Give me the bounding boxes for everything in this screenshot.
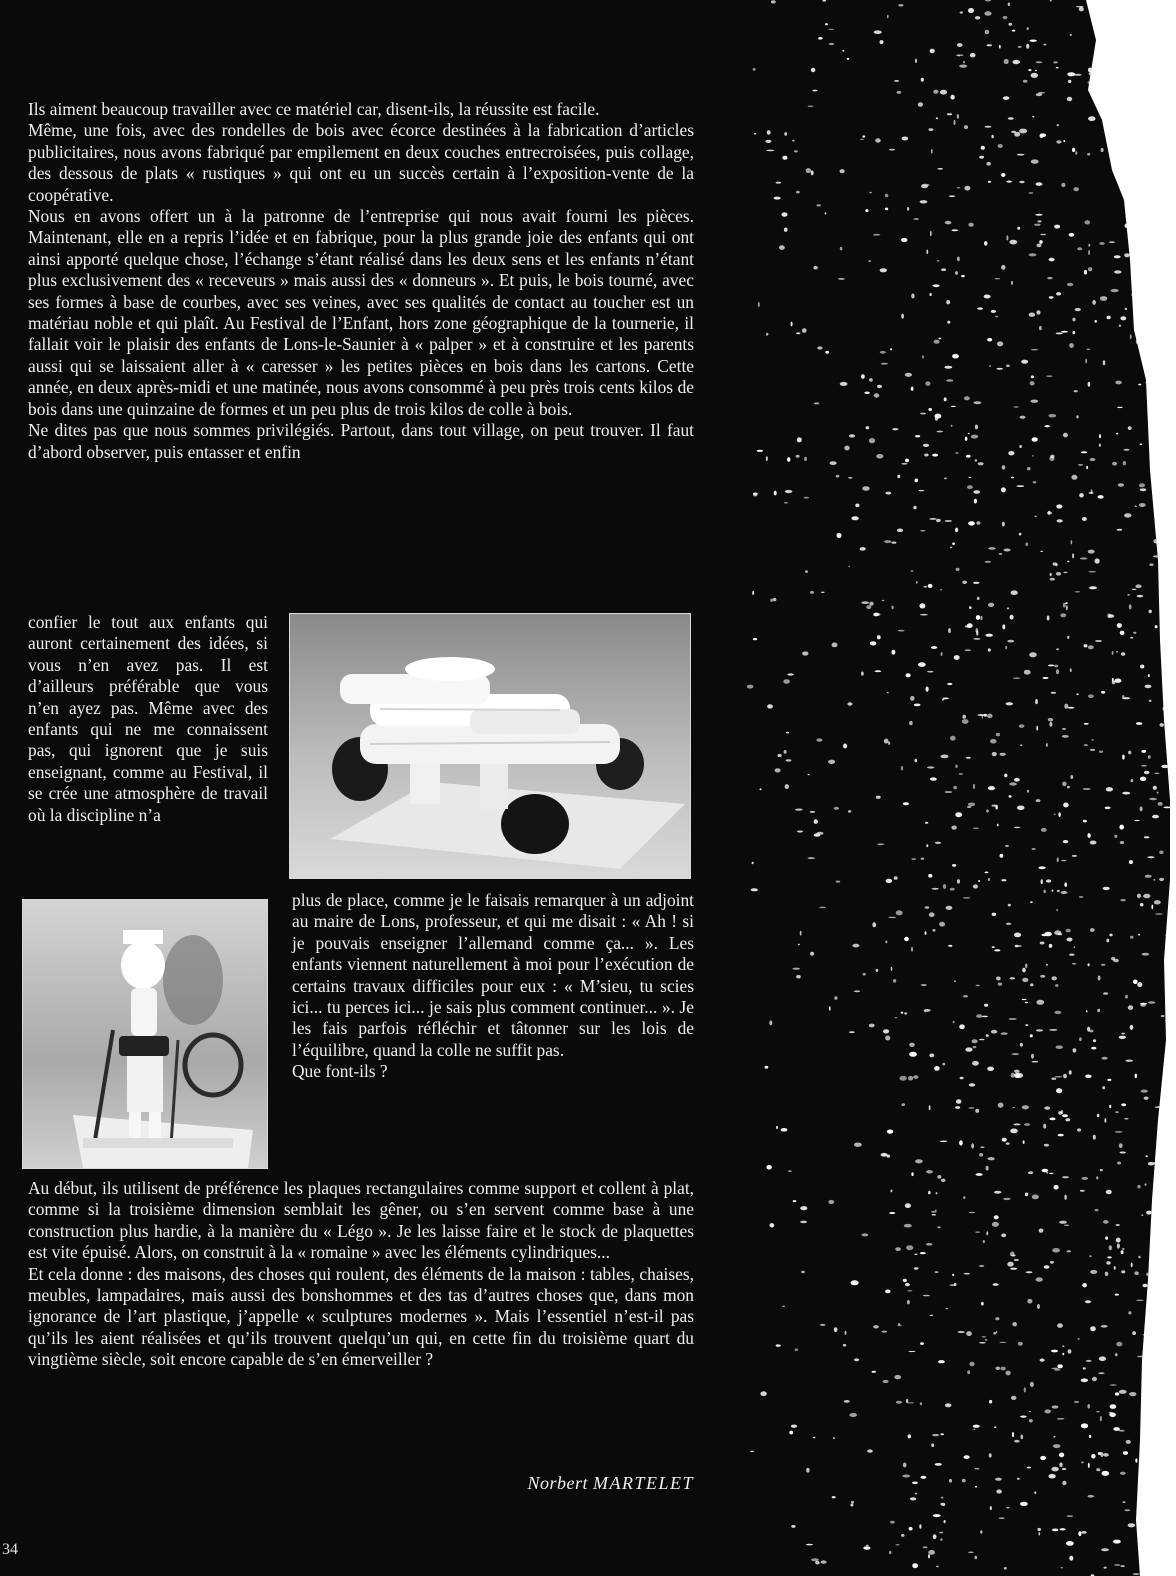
paragraph-1: Ils aiment beaucoup travailler avec ce matériel car, disent-ils, la réussite est facile. bbox=[28, 99, 600, 119]
article-column-left bbox=[28, 612, 268, 826]
article-column-top bbox=[28, 99, 694, 463]
article-column-right bbox=[292, 890, 694, 1083]
author-last-name: MARTELET bbox=[592, 1473, 694, 1493]
author-first-name: Norbert bbox=[527, 1473, 588, 1493]
paragraph-7: Que font-ils ? bbox=[292, 1061, 388, 1082]
paragraph-4: Ne dites pas que nous sommes privilégiés. Partout, dans tout village, on peut trouver. Il faut d’abord observer, puis entasser et enfin bbox=[28, 420, 694, 462]
paragraph-9: Et cela donne : des maisons, des choses qui roulent, des éléments de la maison : tables, chaises, meubles, lampadaires, mais aussi des bonshommes et des tas d’autres choses que, dans mon ignorance de l’art plastique, j’appelle « sculptures modernes ». Mais l’essentiel n’est-il pas qu’ils les aient réalisées et qu’ils trouvent quelqu’un qui, en cette fin du troisième quart du vingtième siècle, soit encore capable de s’en émerveiller ? bbox=[28, 1263, 694, 1370]
paragraph-8: Au début, ils utilisent de préférence les plaques rectangulaires comme support et collent à plat, comme si la troisième dimension semblait les gêner, ou s’en servent comme base à une construction plus hardie, à la manière du « Légo ». Je les laisse faire et le stock de plaquettes est vite épuisé. Alors, on construit à la « romaine » avec les éléments cylindriques... bbox=[28, 1178, 694, 1263]
article-column-bottom bbox=[28, 1178, 694, 1371]
photo-wooden-vehicle bbox=[289, 613, 691, 879]
paragraph-2: Même, une fois, avec des rondelles de bois avec écorce destinées à la fabrication d’articles publicitaires, nous avons fabriqué par empilement en deux couches entrecroisées, puis collage, des dessous de plats « rustiques » qui ont eu un succès certain à l’exposition-vente de la coopérative. bbox=[28, 120, 694, 205]
paragraph-3: Nous en avons offert un à la patronne de l’entreprise qui nous avait fourni les pièces. Maintenant, elle en a repris l’idée et en fabrique, pour la plus grande joie des enfants qui ont ainsi apporté quelque chose, l’échange s’étant réalisé dans les deux sens et les enfants n’étant plus exclusivement des « receveurs » mais aussi des « donneurs ». Et puis, le bois tourné, avec ses formes à base de courbes, avec ses veines, avec ses qualités de contact au toucher est un matériau noble et qui plaît. Au Festival de l’Enfant, hors zone géographique de la tournerie, il fallait voir le plaisir des enfants de Lons-le-Saunier à « palper » et à construire et les parents aussi qui se laissaient aller à « caresser » les petites pièces en bois dans les cartons. Cette année, en deux après-midi et une matinée, nous avons consommé à peu près trois cents kilos de bois dans une quinzaine de formes et un peu plus de trois kilos de colle à bois. bbox=[28, 206, 694, 419]
photo-wooden-figure bbox=[22, 899, 268, 1169]
paragraph-5: confier le tout aux enfants qui auront certainement des idées, si vous n’en avez pas. Il est d’ailleurs préférable que vous n’en ayez pas. Même avec des enfants qui ne me connaissent pas, qui ignorent que je suis enseignant, comme au Festival, il se crée une atmosphère de travail où la discipline n’a bbox=[28, 612, 268, 825]
paragraph-6: plus de place, comme je le faisais remarquer à un adjoint au maire de Lons, professeur, et qui me disait : « Ah ! si je pouvais enseigner l’allemand comme ça... ». Les enfants viennent naturellement à moi pour l’exécution de certains travaux difficiles pour eux : « M’sieu, tu scies ici... tu perces ici... je sais plus comment continuer... ». Je les fais parfois réfléchir et tâtonner sur les lois de l’équilibre, quand la colle ne suffit pas. bbox=[292, 890, 694, 1060]
page-number: 34 bbox=[2, 1541, 18, 1558]
ink-texture-illustration bbox=[690, 0, 1176, 1576]
author-signature bbox=[527, 1473, 694, 1494]
